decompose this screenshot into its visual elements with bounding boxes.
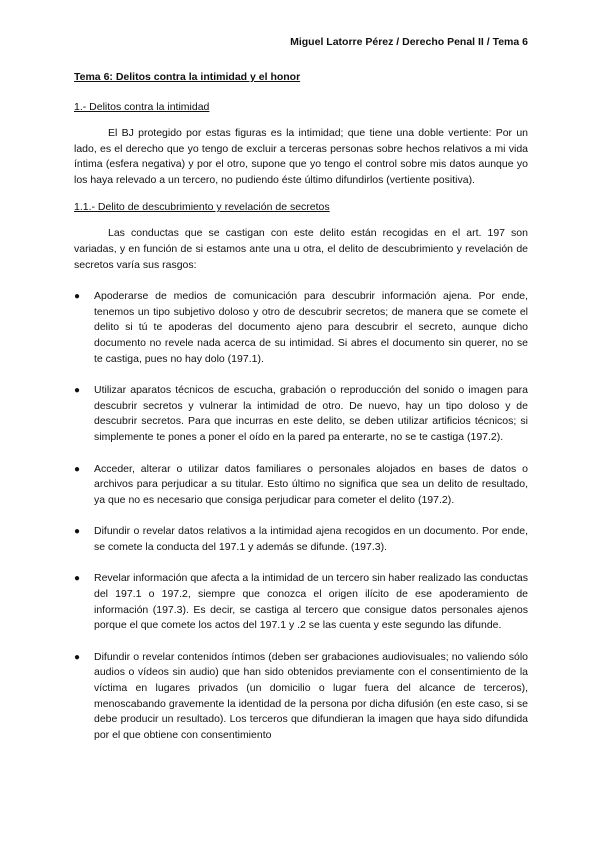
- list-item: [74, 524, 528, 555]
- list-item-text: Difundir o revelar datos relativos a la intimidad ajena recogidos en un documento. Por ende, se comete la conducta del 197.1 y además se difunde. (197.3).: [94, 525, 528, 553]
- list-item: [74, 571, 528, 633]
- list-item: [74, 383, 528, 445]
- list-item-text: Revelar información que afecta a la intimidad de un tercero sin haber realizado las conductas del 197.1 o 197.2, siempre que conozca el origen ilícito de ese apoderamiento de información (197.3). Es decir, se castiga al tercero que consigue datos personales ajenos porque el que comete los actos del 197.1 y .2 se las cuenta y este segundo las difunde.: [94, 572, 528, 632]
- list-item: [74, 650, 528, 744]
- list-item-text: Apoderarse de medios de comunicación para descubrir información ajena. Por ende, tenemos un tipo subjetivo doloso y otro de descubrir secretos; de manera que se comete el delito si tú te apoderas del documento ajeno para descubrir el secreto, aunque dicho documento no revele nada acerca de su intimidad. Si abres el documento sin querer, no se te castiga, pues no hay dolo (197.1).: [94, 290, 528, 365]
- section-heading-descubrimiento: 1.1.- Delito de descubrimiento y revelación de secretos: [74, 201, 330, 214]
- bullet-icon: ●: [74, 463, 81, 475]
- conductas-list: [74, 289, 528, 743]
- bullet-icon: ●: [74, 573, 81, 585]
- bullet-icon: ●: [74, 526, 81, 538]
- page-header: Miguel Latorre Pérez / Derecho Penal II / Tema 6: [290, 36, 528, 48]
- section-heading-intimidad: 1.- Delitos contra la intimidad: [74, 101, 210, 113]
- bullet-icon: ●: [74, 651, 81, 663]
- bullet-icon: ●: [74, 385, 81, 397]
- list-item: [74, 289, 528, 367]
- list-item: [74, 462, 528, 509]
- list-item-text: Utilizar aparatos técnicos de escucha, grabación o reproducción del sonido o imagen para descubrir secretos y vulnerar la intimidad de otro. De nuevo, hay un tipo doloso y de descubrir secretos. Para que incurras en este delito, se deben utilizar artificios técnicos; si simplemente te pones a poner el oído en la pared pa enterarte, no se te castiga (197.2).: [94, 384, 528, 443]
- paragraph-bien-juridico: El BJ protegido por estas figuras es la intimidad; que tiene una doble vertiente: Por un lado, es el derecho que yo tengo de excluir a terceras personas sobre hechos relativos a mi vida íntima (esfera negativa) y por el otro, supone que yo tengo el control sobre mis datos aunque yo los haya relevado a un tercero, no pudiendo éste último difundirlos (vertiente positiva).: [74, 127, 528, 186]
- list-item-text: Difundir o revelar contenidos íntimos (deben ser grabaciones audiovisuales; no valiendo sólo audios o vídeos sin audio) que han sido obtenidos previamente con el consentimiento de la víctima en lugares privados (un domicilio o lugar fuera del alcance de terceros), menoscabando gravemente la identidad de la persona por dicha difusión (en este caso, si se debe producir un resultado). Los terceros que difundieran la imagen que haya sido difundida por el que obtiene con consentimiento: [94, 650, 528, 741]
- bullet-icon: ●: [74, 291, 81, 303]
- paragraph-conductas: Las conductas que se castigan con este delito están recogidas en el art. 197 son variadas, y en función de si estamos ante una u otra, el delito de descubrimiento y revelación de secretos varía sus rasgos:: [74, 227, 528, 271]
- list-item-text: Acceder, alterar o utilizar datos familiares o personales alojados en bases de datos o archivos para perjudicar a su titular. Esto último no significa que sea un delito de resultado, ya que no es necesario que consiga perjudicar para cometer el delito (197.2).: [94, 462, 528, 506]
- document-title: Tema 6: Delitos contra la intimidad y el honor: [74, 71, 301, 83]
- document-body: [74, 70, 528, 759]
